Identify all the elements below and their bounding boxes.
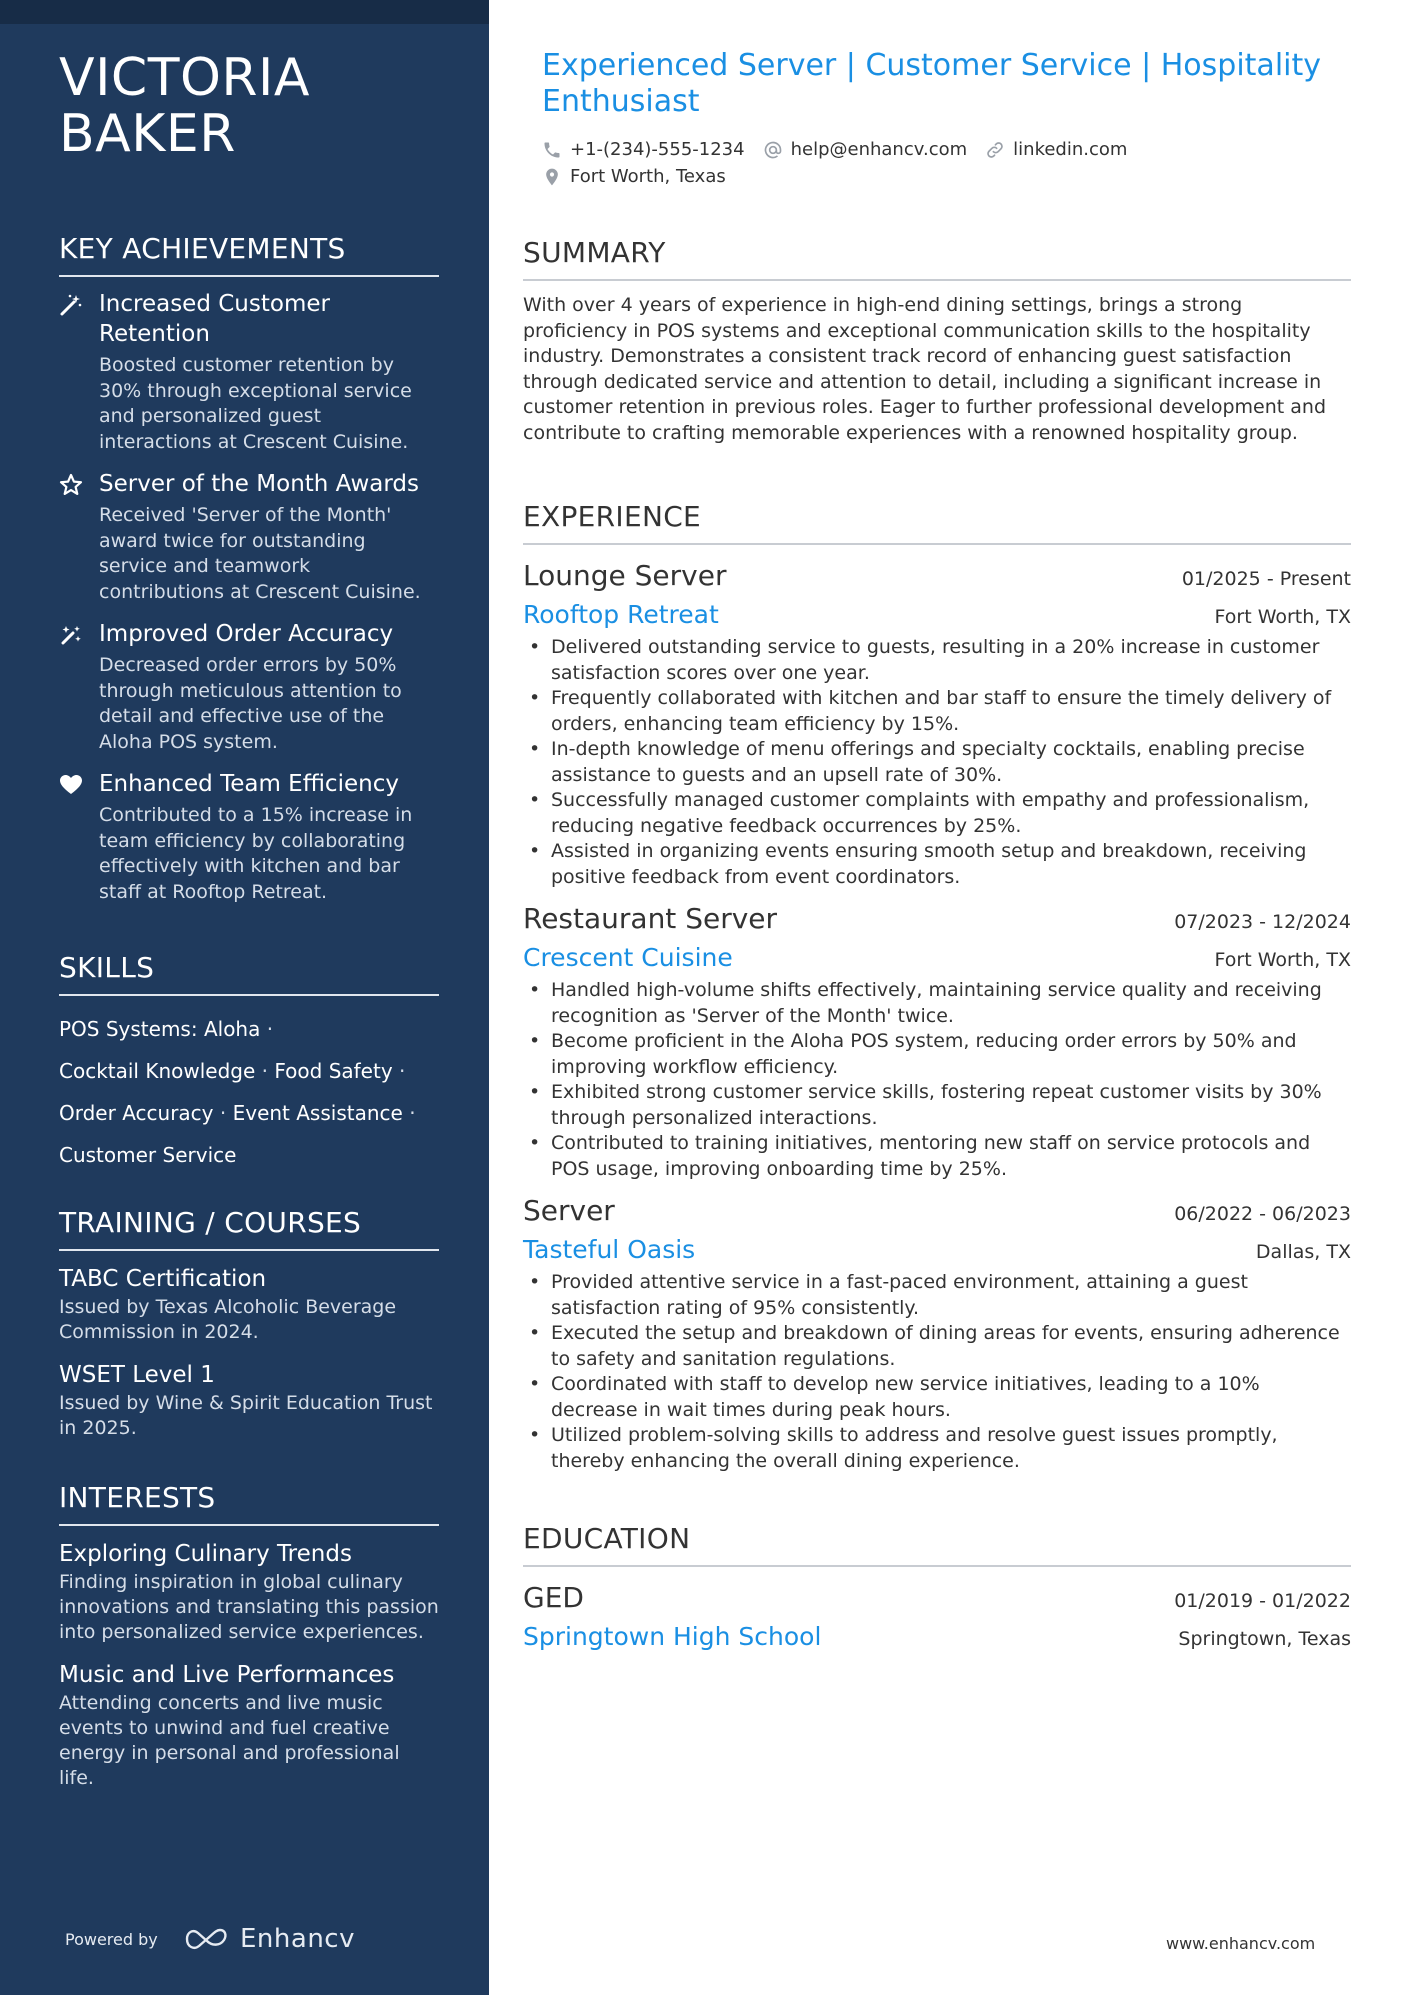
job-title: Server: [523, 1194, 615, 1227]
job-bullet: • Delivered outstanding service to guests, resulting in a 20% increase in customer satisfaction scores over one year.: [523, 635, 1351, 686]
job-bullet: • In-depth knowledge of menu offerings and specialty cocktails, enabling precise assistance to guests and an upsell rate of 30%.: [523, 737, 1351, 788]
achievement-desc: Contributed to a 15% increase in team efficiency by collaborating effectively with kitchen and bar staff at Rooftop Retreat.: [99, 804, 413, 903]
job-bullet: • Utilized problem-solving skills to address and resolve guest issues promptly, thereby enhancing the overall dining experience.: [523, 1423, 1351, 1474]
skill-separator: ·: [399, 1059, 406, 1083]
job-dates: 01/2025 - Present: [1181, 568, 1351, 590]
achievement-desc: Boosted customer retention by 30% through exceptional service and personalized guest interactions at Crescent Cuisine.: [99, 354, 412, 453]
course-desc: Issued by Texas Alcoholic Beverage Commission in 2024.: [59, 1296, 397, 1343]
star-icon: [59, 469, 99, 605]
interests-heading: INTERESTS: [59, 1481, 439, 1526]
company-name: Crescent Cuisine: [523, 943, 733, 972]
location-text: Fort Worth, Texas: [570, 166, 726, 187]
skills-section: [59, 951, 439, 1176]
achievement-item: [59, 289, 439, 455]
skills-row: [59, 1008, 439, 1050]
company-name: Tasteful Oasis: [523, 1235, 696, 1264]
job-bullet: • Assisted in organizing events ensuring smooth setup and breakdown, receiving positive feedback from event coordinators.: [523, 839, 1351, 890]
phone-text: +1-(234)-555-1234: [570, 139, 745, 160]
job-title: Restaurant Server: [523, 902, 778, 935]
skill-tag: Order Accuracy: [59, 1101, 214, 1125]
enhancv-logo-text: Enhancv: [240, 1924, 355, 1954]
interest-desc: Finding inspiration in global culinary innovations and translating this passion into personalized service experiences.: [59, 1571, 439, 1643]
job-location: Fort Worth, TX: [1214, 949, 1351, 971]
achievement-title: Increased Customer Retention: [99, 291, 330, 347]
contact-info: [542, 136, 1342, 190]
school-name: Springtown High School: [523, 1622, 822, 1651]
job-bullet: • Executed the setup and breakdown of dining areas for events, ensuring adherence to safety and sanitation regulations.: [523, 1321, 1351, 1372]
job-dates: 07/2023 - 12/2024: [1174, 911, 1351, 933]
job-bullet: • Contributed to training initiatives, mentoring new staff on service protocols and POS usage, improving onboarding time by 25%.: [523, 1131, 1351, 1182]
contact-location: [542, 166, 726, 187]
skill-tag: Cocktail Knowledge: [59, 1059, 256, 1083]
achievement-desc: Decreased order errors by 50% through meticulous attention to detail and effective use of the Aloha POS system.: [99, 654, 402, 753]
job-bullet: • Coordinated with staff to develop new service initiatives, leading to a 10% decrease in wait times during peak hours.: [523, 1372, 1351, 1423]
linkedin-text: linkedin.com: [1013, 139, 1128, 160]
skill-tag: Food Safety: [274, 1059, 393, 1083]
enhancv-logo[interactable]: [184, 1924, 355, 1954]
location-pin-icon: [542, 167, 562, 187]
skills-row: [59, 1134, 439, 1176]
job-bullets: [523, 635, 1351, 890]
degree-title: GED: [523, 1581, 584, 1614]
skills-heading: SKILLS: [59, 951, 439, 996]
achievement-item: [59, 769, 439, 905]
course-desc: Issued by Wine & Spirit Education Trust in 2025.: [59, 1392, 433, 1439]
name-first: VICTORIA: [59, 48, 310, 108]
name-last: BAKER: [59, 104, 236, 164]
job-entry: [523, 1192, 1351, 1474]
training-section: [59, 1206, 439, 1455]
key-achievements-section: [59, 232, 439, 919]
sparkle-wand-icon: [59, 619, 99, 755]
school-location: Springtown, Texas: [1178, 1628, 1351, 1650]
magic-wand-icon: [59, 289, 99, 455]
summary-section: [523, 236, 1351, 446]
training-heading: TRAINING / COURSES: [59, 1206, 439, 1251]
skills-row: [59, 1092, 439, 1134]
education-dates: 01/2019 - 01/2022: [1174, 1590, 1351, 1612]
interest-title: Exploring Culinary Trends: [59, 1541, 352, 1567]
achievement-item: [59, 619, 439, 755]
education-heading: EDUCATION: [523, 1522, 1351, 1567]
job-entry: [523, 900, 1351, 1182]
course-title: WSET Level 1: [59, 1362, 215, 1388]
skill-separator: ·: [261, 1059, 269, 1083]
skills-row: [59, 1050, 439, 1092]
footer-url[interactable]: www.enhancv.com: [1166, 1934, 1316, 1953]
job-entry: [523, 557, 1351, 890]
interest-desc: Attending concerts and live music events to unwind and fuel creative energy in personal and professional life.: [59, 1692, 400, 1789]
education-section: [523, 1522, 1351, 1657]
achievement-title: Server of the Month Awards: [99, 471, 420, 497]
job-bullet: • Successfully managed customer complaints with empathy and professionalism, reducing negative feedback occurrences by 25%.: [523, 788, 1351, 839]
job-bullets: [523, 1270, 1351, 1474]
enhancv-logo-icon: [184, 1926, 230, 1952]
contact-linkedin[interactable]: [985, 139, 1127, 160]
key-achievements-heading: KEY ACHIEVEMENTS: [59, 232, 439, 277]
interests-section: [59, 1481, 439, 1805]
job-location: Dallas, TX: [1255, 1241, 1351, 1263]
at-icon: [763, 140, 783, 160]
achievement-title: Improved Order Accuracy: [99, 621, 394, 647]
contact-phone[interactable]: [542, 139, 745, 160]
sidebar: [0, 0, 489, 1995]
skill-separator: ·: [219, 1101, 227, 1125]
job-dates: 06/2022 - 06/2023: [1174, 1203, 1351, 1225]
achievement-title: Enhanced Team Efficiency: [99, 771, 399, 797]
sidebar-top-bar: [0, 0, 489, 24]
skill-tag: Customer Service: [59, 1143, 237, 1167]
experience-heading: EXPERIENCE: [523, 500, 1351, 545]
contact-email[interactable]: [763, 139, 968, 160]
job-bullet: • Become proficient in the Aloha POS system, reducing order errors by 50% and improving workflow efficiency.: [523, 1029, 1351, 1080]
skill-tag: POS Systems: Aloha: [59, 1017, 261, 1041]
link-icon: [985, 140, 1005, 160]
summary-heading: SUMMARY: [523, 236, 1351, 281]
phone-icon: [542, 140, 562, 160]
job-title: Lounge Server: [523, 559, 727, 592]
experience-section: [523, 500, 1351, 1484]
achievement-desc: Received 'Server of the Month' award twice for outstanding service and teamwork contributions at Crescent Cuisine.: [99, 504, 421, 603]
skill-separator: ·: [266, 1017, 274, 1041]
summary-text: With over 4 years of experience in high-end dining settings, brings a strong proficiency in POS systems and exceptional communication skills to the hospitality industry. Demonstrates a consistent track record of enhancing guest satisfaction through dedicated service and attention to detail, including a significant increase in customer retention in previous roles. Eager to further professional development and contribute to crafting memorable experiences with a renowned hospitality group.: [523, 294, 1327, 444]
job-bullet: • Frequently collaborated with kitchen and bar staff to ensure the timely delivery of orders, enhancing team efficiency by 15%.: [523, 686, 1351, 737]
skill-tag: Event Assistance: [232, 1101, 403, 1125]
job-bullet: • Provided attentive service in a fast-paced environment, attaining a guest satisfaction rating of 95% consistently.: [523, 1270, 1351, 1321]
company-name: Rooftop Retreat: [523, 600, 719, 629]
job-bullet: • Handled high-volume shifts effectively, maintaining service quality and receiving recognition as 'Server of the Month' twice.: [523, 978, 1351, 1029]
skill-separator: ·: [409, 1101, 416, 1125]
headline: Experienced Server | Customer Service | Hospitality Enthusiast: [542, 48, 1322, 119]
achievement-item: [59, 469, 439, 605]
course-title: TABC Certification: [59, 1266, 267, 1292]
email-text: help@enhancv.com: [790, 139, 968, 160]
job-bullets: [523, 978, 1351, 1182]
job-location: Fort Worth, TX: [1214, 606, 1351, 628]
powered-by-label: Powered by: [65, 1930, 158, 1949]
interest-title: Music and Live Performances: [59, 1662, 395, 1688]
job-bullet: • Exhibited strong customer service skills, fostering repeat customer visits by 30% through personalized interactions.: [523, 1080, 1351, 1131]
heart-icon: [59, 769, 99, 905]
candidate-name: [59, 50, 459, 162]
